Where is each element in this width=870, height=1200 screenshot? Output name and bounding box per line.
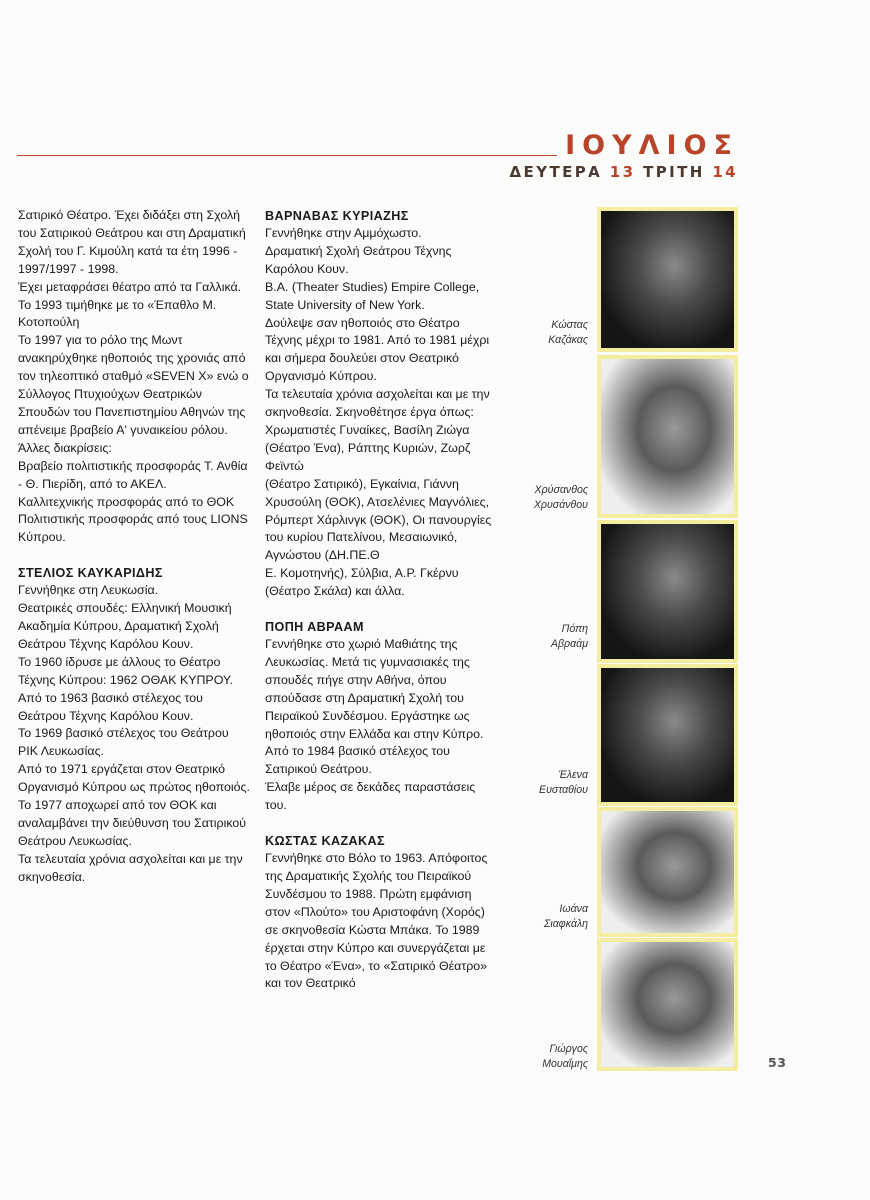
- bio-heading: ΠΟΠΗ ΑΒΡΑΑΜ: [265, 620, 364, 635]
- portrait-photo: [597, 355, 738, 518]
- paragraph: Καλλιτεχνικής προσφοράς από το ΘΟΚ: [18, 494, 235, 509]
- paragraph: Το 1977 αποχωρεί από τον ΘΟΚ και αναλαμβάνει την διεύθυνση του Σατιρικού Θεάτρου Λευκωσίας.: [18, 798, 247, 848]
- day2-number: 14: [712, 163, 738, 181]
- paragraph: Σατιρικό Θέατρο. Έχει διδάξει στη Σχολή του Σατιρικού Θεάτρου και στη Δραματική Σχολή του Γ. Κιμούλη κατά τα έτη 1996 - 1997/1997 - 1998.: [18, 208, 246, 276]
- portrait-photo: [597, 938, 738, 1071]
- day1-label: ΔΕΥΤΕΡΑ: [509, 163, 603, 181]
- day1-number: 13: [609, 163, 636, 181]
- paragraph: Γεννήθηκε στη Λευκωσία.: [18, 583, 159, 598]
- photo-caption: Έλενα Ευσταθίου: [539, 769, 588, 796]
- paragraph: Έχει μεταφράσει θέατρο από τα Γαλλικά.: [18, 279, 242, 294]
- portrait-photo: [597, 207, 738, 352]
- photo-caption: Πόπη Αβραάμ: [550, 623, 588, 650]
- photo-caption: Κώστας Καζάκας: [548, 319, 588, 346]
- paragraph: Γεννήθηκε στο χωριό Μαθιάτης της Λευκωσίας. Μετά τις γυμνασιακές της σπουδές πήγε στην Αθήνα, όπου σπούδασε στη Δραματική Σχολή του Πειραϊκού Συνδέσμου. Εργάστηκε ως ηθοποιός στην Ελλάδα και στην Κύπρο.: [265, 637, 484, 741]
- paragraph: Από το 1963 βασικό στέλεχος του Θεάτρου Τέχνης Καρόλου Κουν.: [18, 690, 203, 723]
- paragraph: B.A. (Theater Studies) Empire College, State University of New York.: [265, 279, 480, 312]
- portrait-photo: [597, 664, 738, 806]
- paragraph: Γεννήθηκε στην Αμμόχωστο.: [265, 226, 422, 240]
- paragraph: Από το 1971 εργάζεται στον Θεατρικό Οργανισμό Κύπρου ως πρώτος ηθοποιός.: [18, 762, 250, 795]
- dates-line: [510, 163, 738, 181]
- bio-heading: ΣΤΕΛΙΟΣ ΚΑΥΚΑΡΙΔΗΣ: [18, 566, 163, 581]
- paragraph: Έλαβε μέρος σε δεκάδες παραστάσεις του.: [265, 780, 476, 813]
- paragraph: Θεατρικές σπουδές: Ελληνική Μουσική Ακαδημία Κύπρου, Δραματική Σχολή Θεάτρου Τέχνης Καρόλου Κουν.: [18, 601, 232, 651]
- portrait-photo: [597, 520, 738, 663]
- paragraph: Από το 1984 βασικό στέλεχος του Σατιρικού Θεάτρου.: [265, 744, 450, 777]
- paragraph: Άλλες διακρίσεις:: [18, 440, 112, 455]
- month-title: ΙΟΥΛΙΟΣ: [557, 131, 739, 161]
- photo-caption: Ιωάνα Σιαφκάλη: [544, 903, 588, 930]
- paragraph: Το 1993 τιμήθηκε με το «Έπαθλο Μ. Κοτοπούλη: [18, 297, 217, 330]
- paragraph: Τα τελευταία χρόνια ασχολείται και με την σκηνοθεσία. Σκηνοθέτησε έργα όπως: Χρωματιστές Γυναίκες, Βασίλη Ζιώγα (Θέατρο Ένα), Ράπτης Κυριών, Ζωρζ Φεϊντώ: [265, 387, 490, 473]
- paragraph: Δραματική Σχολή Θεάτρου Τέχνης Καρόλου Κουν.: [265, 243, 452, 276]
- page-number: 53: [768, 1055, 787, 1070]
- paragraph: Γεννήθηκε στο Βόλο το 1963. Απόφοιτος της Δραματικής Σχολής του Πειραϊκού Συνδέσμου το 1988. Πρώτη εμφάνιση στον «Πλούτο» του Αριστοφάνη (Χορός) σε σκηνοθεσία Κώστα Μπάκα. Το 1989 έρχεται στην Κύπρο και συνεργάζεται με το Θέατρο «Ένα», το «Σατιρικό Θέατρο» και τον Θεατρικό: [265, 851, 488, 991]
- portrait-photo: [597, 807, 738, 937]
- paragraph: Ε. Κομοτηνής), Σύλβια, Α.Ρ. Γκέρνυ (Θέατρο Σκάλα) και άλλα.: [265, 566, 459, 599]
- photo-caption: Χρύσανθος Χρυσάνθου: [533, 484, 588, 511]
- paragraph: Το 1997 για το ρόλο της Μωντ ανακηρύχθηκε ηθοποιός της χρονιάς από τον τηλεοπτικό σταθμό «SEVEN X» ενώ ο Σύλλογος Πτυχιούχων Θεατρικών Σπουδών του Πανεπιστημίου Αθηνών της απένειμε βραβείο Α' γυναικείου ρόλου.: [18, 333, 249, 437]
- paragraph: Βραβείο πολιτιστικής προσφοράς Τ. Ανθία - Θ. Πιερίδη, από το ΑΚΕΛ.: [18, 458, 248, 491]
- paragraph: Δούλεψε σαν ηθοποιός στο Θέατρο Τέχνης μέχρι το 1981. Από το 1981 μέχρι και σήμερα δουλεύει στον Θεατρικό Οργανισμό Κύπρου.: [265, 315, 490, 384]
- paragraph: Το 1960 ίδρυσε με άλλους το Θέατρο Τέχνης Κύπρου: 1962 ΟΘΑΚ ΚΥΠΡΟΥ.: [18, 654, 234, 687]
- paragraph: (Θέατρο Σατιρικό), Εγκαίνια, Γιάννη Χρυσούλη (ΘΟΚ), Ατσελένιες Μαγνόλιες, Ρόμπερτ Χάρλινγκ (ΘΟΚ), Οι πανουργίες του κυρίου Πατελίνου, Μεσαιωνικό, Αγνώστου (ΔΗ.ΠΕ.Θ: [265, 476, 492, 563]
- photo-caption: Γιώργος Μουαΐμης: [542, 1043, 588, 1070]
- day2-label: ΤΡΙΤΗ: [643, 163, 705, 181]
- text-column-left: [18, 207, 250, 887]
- bio-heading: ΚΩΣΤΑΣ ΚΑΖΑΚΑΣ: [265, 834, 385, 849]
- bio-heading: ΒΑΡΝΑΒΑΣ ΚΥΡΙΑΖΗΣ: [265, 209, 409, 223]
- paragraph: Πολιτιστικής προσφοράς από τους LIONS Κύπρου.: [18, 512, 248, 545]
- paragraph: Το 1969 βασικό στέλεχος του Θεάτρου ΡΙΚ Λευκωσίας.: [18, 726, 229, 759]
- paragraph: Τα τελευταία χρόνια ασχολείται και με την σκηνοθεσία.: [18, 851, 243, 884]
- text-column-middle: [265, 207, 495, 993]
